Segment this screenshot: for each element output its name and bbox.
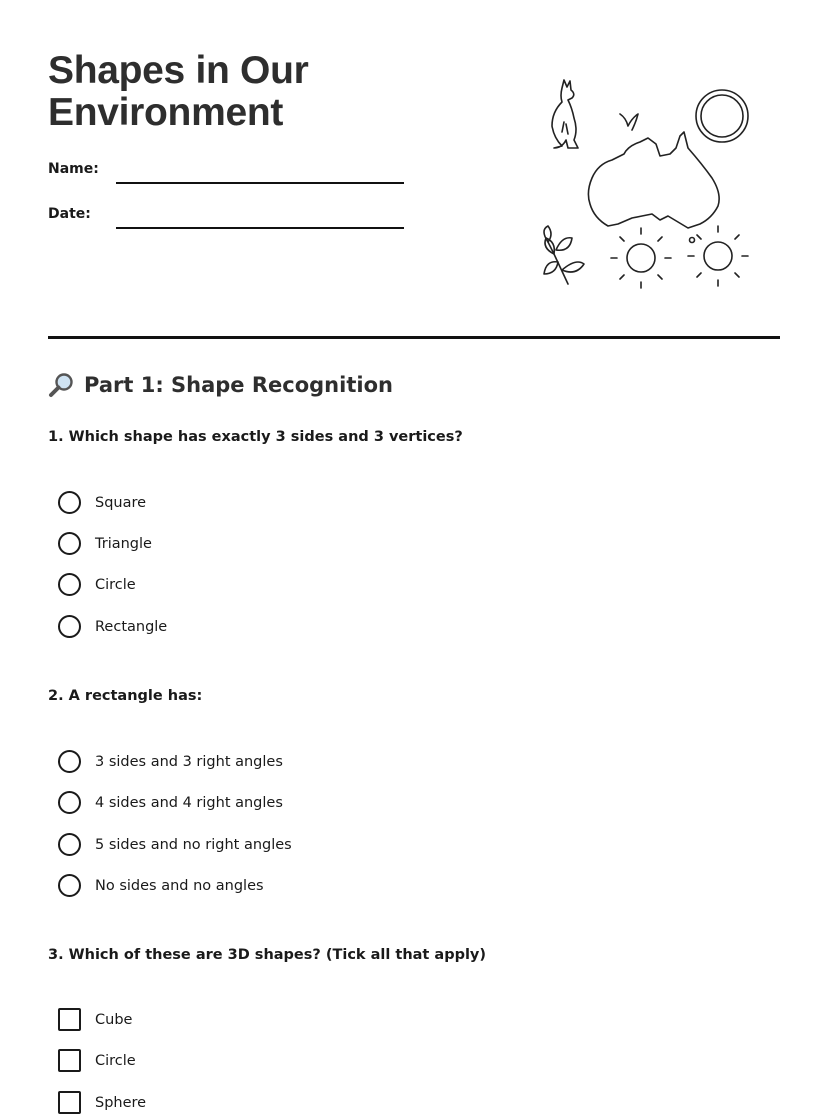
option-label: 3 sides and 3 right angles: [95, 753, 283, 770]
name-field: [48, 160, 404, 178]
title-line-1: Shapes in Our: [48, 49, 309, 92]
option-label: Circle: [95, 1052, 136, 1069]
name-label: Name:: [48, 161, 99, 177]
question-3-option-3[interactable]: [58, 1091, 146, 1114]
section-divider: [48, 336, 780, 339]
bird-icon: [620, 114, 638, 130]
option-label: 5 sides and no right angles: [95, 836, 292, 853]
radio-button[interactable]: [58, 750, 81, 773]
question-1-option-1[interactable]: [58, 491, 146, 514]
question-3-option-2[interactable]: [58, 1049, 136, 1072]
radio-button[interactable]: [58, 573, 81, 596]
checkbox[interactable]: [58, 1008, 81, 1031]
australia-illustration: [532, 78, 760, 290]
part-1-title: Part 1: Shape Recognition: [84, 373, 393, 397]
option-label: 4 sides and 4 right angles: [95, 794, 283, 811]
kangaroo-icon: [552, 80, 578, 148]
name-input-line[interactable]: [116, 182, 404, 184]
worksheet-title: [48, 50, 309, 134]
magnifying-glass-icon: [48, 372, 75, 398]
question-1: 1. Which shape has exactly 3 sides and 3 vertices?: [48, 429, 463, 445]
checkbox[interactable]: [58, 1049, 81, 1072]
question-2-option-1[interactable]: [58, 750, 283, 773]
date-field: [48, 205, 404, 223]
radio-button[interactable]: [58, 874, 81, 897]
question-1-option-2[interactable]: [58, 532, 152, 555]
part-1-heading: [48, 372, 393, 398]
date-label: Date:: [48, 206, 91, 222]
question-2-option-4[interactable]: [58, 874, 264, 897]
option-label: Circle: [95, 576, 136, 593]
leaf-branch-icon: [544, 226, 584, 284]
radio-button[interactable]: [58, 491, 81, 514]
option-label: Sphere: [95, 1094, 147, 1111]
australia-map-icon: [588, 132, 719, 228]
radio-button[interactable]: [58, 532, 81, 555]
question-3: 3. Which of these are 3D shapes? (Tick all that apply): [48, 947, 487, 963]
radio-button[interactable]: [58, 615, 81, 638]
question-2-option-2[interactable]: [58, 791, 283, 814]
question-1-option-3[interactable]: [58, 573, 136, 596]
checkbox[interactable]: [58, 1091, 81, 1114]
sun-icon: [611, 228, 671, 288]
option-label: No sides and no angles: [95, 877, 264, 894]
question-2: 2. A rectangle has:: [48, 688, 203, 704]
radio-button[interactable]: [58, 791, 81, 814]
option-label: Square: [95, 494, 147, 511]
circle-icon: [696, 90, 748, 142]
question-1-option-4[interactable]: [58, 615, 167, 638]
radio-button[interactable]: [58, 833, 81, 856]
date-input-line[interactable]: [116, 227, 404, 229]
option-label: Cube: [95, 1011, 133, 1028]
option-label: Rectangle: [95, 618, 168, 635]
sun-icon: [688, 226, 748, 286]
title-line-2: Environment: [48, 91, 284, 134]
question-3-option-1[interactable]: [58, 1008, 132, 1031]
question-2-option-3[interactable]: [58, 833, 292, 856]
option-label: Triangle: [95, 535, 152, 552]
